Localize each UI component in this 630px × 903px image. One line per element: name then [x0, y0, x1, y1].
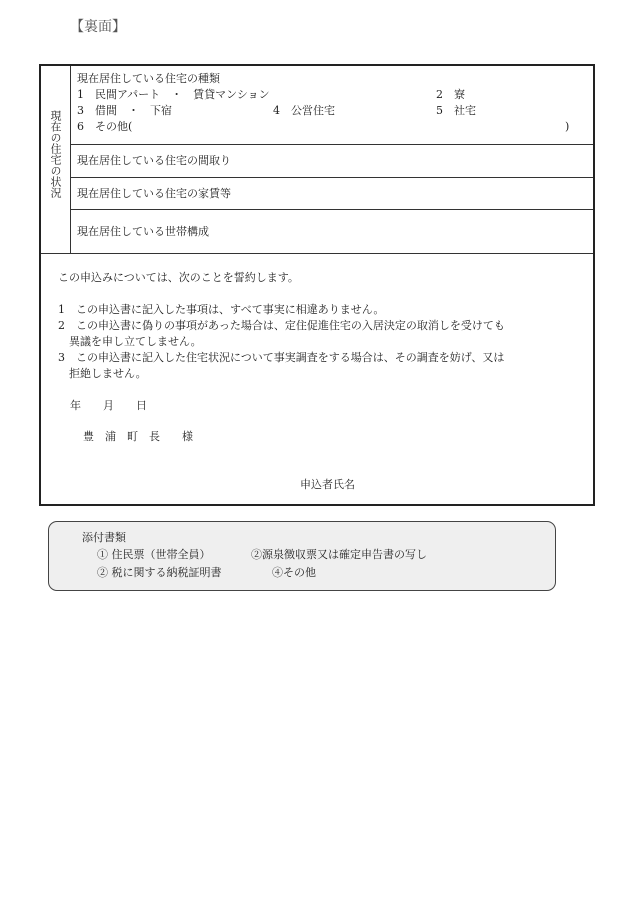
housing-option-2[interactable]: 2 寮	[436, 88, 465, 101]
attachment-item-2: ②源泉徴収票又は確定申告書の写し	[251, 548, 427, 561]
attachments-title: 添付書類	[82, 531, 126, 544]
attachment-item-3: ② 税に関する納税証明書	[97, 566, 222, 579]
housing-option-6-close: )	[565, 120, 570, 133]
date-line[interactable]: 年 月 日	[70, 399, 147, 412]
attachment-item-4: ④その他	[272, 566, 316, 579]
household-row[interactable]	[71, 209, 593, 254]
floor-plan-label: 現在居住している住宅の間取り	[77, 154, 231, 167]
pledge-item-2b: 異議を申し立てしません。	[69, 335, 202, 348]
application-form	[39, 64, 595, 506]
rent-row[interactable]	[71, 177, 593, 209]
page-header: 【裏面】	[70, 19, 126, 35]
housing-option-3[interactable]: 3 借間 ・ 下宿	[77, 104, 172, 117]
pledge-item-3a: 3 この申込書に記入した住宅状況について事実調査をする場合は、その調査を妨げ、又は	[58, 351, 505, 364]
housing-option-5[interactable]: 5 社宅	[436, 104, 476, 117]
housing-rows	[71, 66, 593, 253]
pledge-item-3b: 拒絶しません。	[69, 367, 147, 380]
side-label: 現在の住宅の状況	[49, 110, 62, 198]
housing-option-6[interactable]: 6 その他(	[77, 120, 133, 133]
household-label: 現在居住している世帯構成	[77, 225, 209, 238]
attachments-box	[48, 521, 556, 591]
side-label-cell	[41, 66, 71, 253]
pledge-intro: この申込みについては、次のことを誓約します。	[58, 271, 299, 284]
addressee: 豊 浦 町 長 様	[83, 430, 193, 443]
floor-plan-row[interactable]	[71, 144, 593, 177]
rent-label: 現在居住している住宅の家賃等	[77, 187, 231, 200]
housing-option-4[interactable]: 4 公営住宅	[273, 104, 335, 117]
housing-option-1[interactable]: 1 民間アパート ・ 賃貸マンション	[77, 88, 270, 101]
applicant-name-label[interactable]: 申込者氏名	[300, 478, 355, 491]
pledge-item-2a: 2 この申込書に偽りの事項があった場合は、定住促進住宅の入居決定の取消しを受けても	[58, 319, 505, 332]
housing-section	[41, 66, 593, 254]
pledge-section	[41, 254, 593, 504]
housing-type-row[interactable]	[71, 66, 593, 144]
attachment-item-1: ① 住民票（世帯全員）	[97, 548, 211, 561]
housing-type-title: 現在居住している住宅の種類	[77, 72, 220, 85]
pledge-item-1: 1 この申込書に記入した事項は、すべて事実に相違ありません。	[58, 303, 385, 316]
